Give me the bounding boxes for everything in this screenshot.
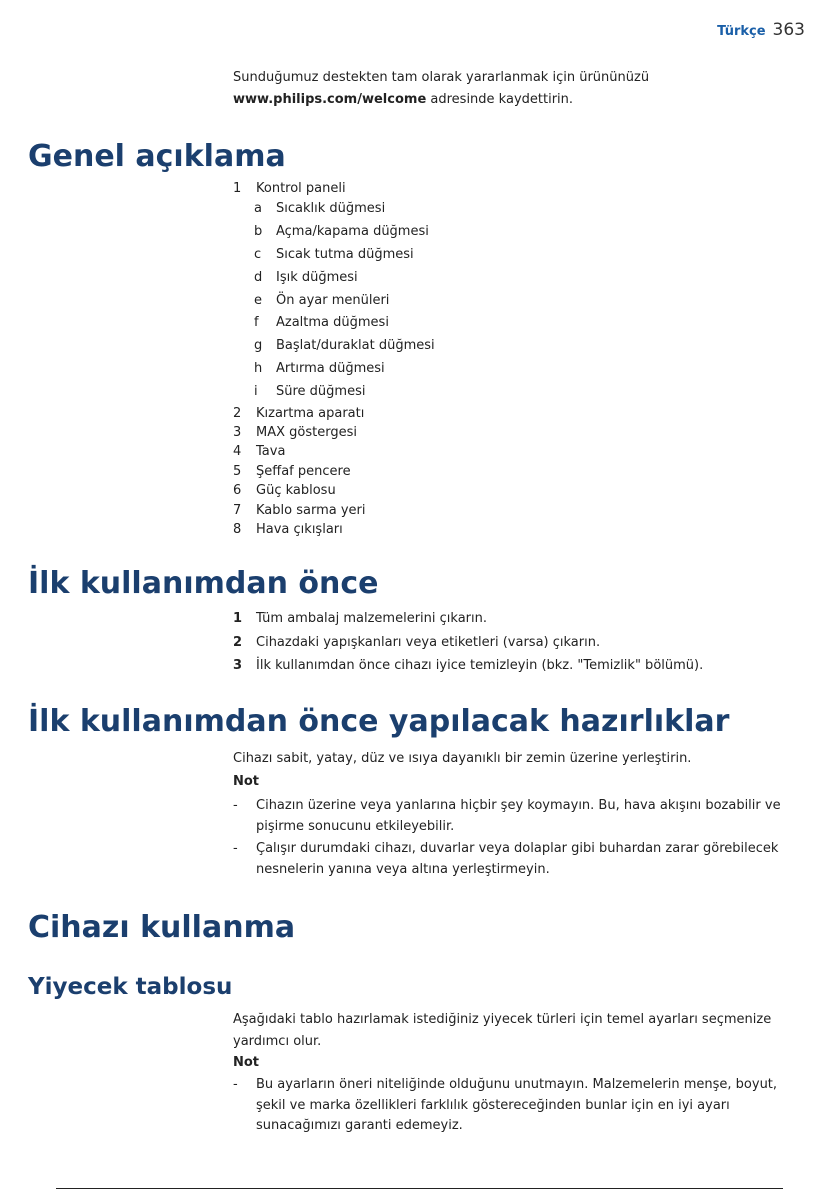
sub-label: Ön ayar menüleri (276, 292, 390, 308)
item-label: Kablo sarma yeri (256, 502, 366, 518)
list-item (233, 501, 435, 520)
sub-item (233, 335, 435, 358)
step-text: İlk kullanımdan önce cihazı iyice temizleyin (bkz. "Temizlik" bölümü). (256, 658, 704, 673)
dash-bullet: - (233, 798, 238, 813)
item-label: Güç kablosu (256, 483, 336, 499)
first-use-steps (233, 607, 703, 678)
item-number: 7 (233, 502, 242, 518)
sub-label: Artırma düğmesi (276, 360, 385, 376)
item-label: Şeffaf pencere (256, 463, 351, 479)
sub-item (233, 244, 435, 267)
step-text: Cihazdaki yapışkanları veya etiketleri (varsa) çıkarın. (256, 634, 601, 650)
page-header (717, 20, 805, 40)
item-label: Kontrol paneli (256, 181, 346, 196)
note-item (233, 839, 808, 880)
item-number: 8 (233, 522, 242, 538)
intro-line2: adresinde kaydettirin. (426, 92, 574, 107)
list-item (233, 423, 435, 442)
item-number: 5 (233, 463, 242, 479)
sub-item (233, 221, 435, 244)
sub-letter: i (254, 383, 258, 399)
note-label: Not (233, 1055, 260, 1070)
list-item (233, 462, 435, 481)
sub-letter: e (254, 292, 262, 308)
item-label: Tava (256, 444, 286, 460)
dash-bullet: - (233, 1077, 238, 1092)
sub-letter: f (254, 315, 259, 331)
sub-label: Süre düğmesi (276, 383, 366, 399)
item-number: 2 (233, 405, 242, 421)
item-number: 3 (233, 424, 242, 440)
list-item (233, 404, 435, 423)
dash-bullet: - (233, 841, 238, 856)
intro-text (233, 67, 808, 111)
sub-item (233, 267, 435, 290)
control-panel-sublist (233, 198, 435, 403)
item-label: Hava çıkışları (256, 522, 343, 538)
note-text: Bu ayarların öneri niteliğinde olduğunu unutmayın. Malzemelerin menşe, boyut, şekil ve marka özellikleri farklılık göstereceğinden bunlar için en iyi ayarı sunacağımızı garanti edemeyiz. (256, 1077, 778, 1133)
step-number: 2 (233, 634, 243, 650)
welcome-link[interactable]: www.philips.com/welcome (233, 92, 427, 107)
sublist-container (233, 198, 435, 403)
tablo-notes (233, 1075, 808, 1139)
sub-letter: a (254, 201, 262, 217)
note-text: Çalışır durumdaki cihazı, duvarlar veya dolaplar gibi buhardan zarar görebilecek nesnelerin yanına veya altına yerleştirmeyin. (256, 841, 779, 877)
sub-item (233, 358, 435, 381)
list-item (233, 179, 435, 198)
item-label: MAX göstergesi (256, 424, 357, 440)
section-title-genel: Genel açıklama (28, 139, 286, 174)
sub-label: Azaltma düğmesi (276, 315, 389, 331)
sub-letter: h (254, 360, 263, 376)
sub-label: Sıcaklık düğmesi (276, 201, 386, 217)
step-item (233, 607, 703, 631)
page-number: 363 (772, 20, 805, 40)
item-label: Kızartma aparatı (256, 405, 365, 421)
section-title-kullanma: Cihazı kullanma (28, 910, 296, 945)
step-number: 1 (233, 611, 243, 626)
parts-list (233, 179, 435, 539)
language-label: Türkçe (717, 24, 766, 39)
sub-label: Başlat/duraklat düğmesi (276, 338, 435, 354)
list-item (233, 442, 435, 461)
sub-item (233, 198, 435, 221)
sub-item (233, 381, 435, 404)
section-title-hazirlik: İlk kullanımdan önce yapılacak hazırlıklar (28, 704, 730, 739)
item-number: 4 (233, 444, 242, 460)
note-label: Not (233, 774, 260, 789)
hazirlik-notes (233, 796, 808, 882)
footer-divider (56, 1188, 783, 1189)
note-text: Cihazın üzerine veya yanlarına hiçbir şey koymayın. Bu, hava akışını bozabilir ve pişirme sonucunu etkileyebilir. (256, 798, 781, 834)
section-title-ilk: İlk kullanımdan önce (28, 566, 379, 601)
sub-letter: g (254, 338, 263, 354)
item-number: 6 (233, 483, 242, 499)
hazirlik-text: Cihazı sabit, yatay, düz ve ısıya dayanıklı bir zemin üzerine yerleştirin. (233, 751, 692, 766)
list-item (233, 520, 435, 539)
list-item (233, 481, 435, 500)
item-number: 1 (233, 181, 242, 196)
sub-item (233, 312, 435, 335)
tablo-text: Aşağıdaki tablo hazırlamak istediğiniz yiyecek türleri için temel ayarları seçmenize yardımcı olur. (233, 1012, 772, 1049)
step-item (233, 631, 703, 655)
note-item (233, 1075, 808, 1137)
step-item (233, 654, 703, 678)
subsection-title-tablo: Yiyecek tablosu (28, 974, 233, 1000)
intro-line1: Sunduğumuz destekten tam olarak yararlanmak için ürününüzü (233, 70, 650, 85)
step-text: Tüm ambalaj malzemelerini çıkarın. (256, 611, 487, 626)
sub-item (233, 290, 435, 313)
note-item (233, 796, 808, 837)
sub-letter: b (254, 224, 263, 240)
step-number: 3 (233, 658, 243, 673)
sub-label: Açma/kapama düğmesi (276, 224, 429, 240)
sub-label: Sıcak tutma düğmesi (276, 247, 414, 262)
sub-label: Işık düğmesi (276, 269, 358, 285)
sub-letter: c (254, 247, 262, 262)
sub-letter: d (254, 269, 263, 285)
